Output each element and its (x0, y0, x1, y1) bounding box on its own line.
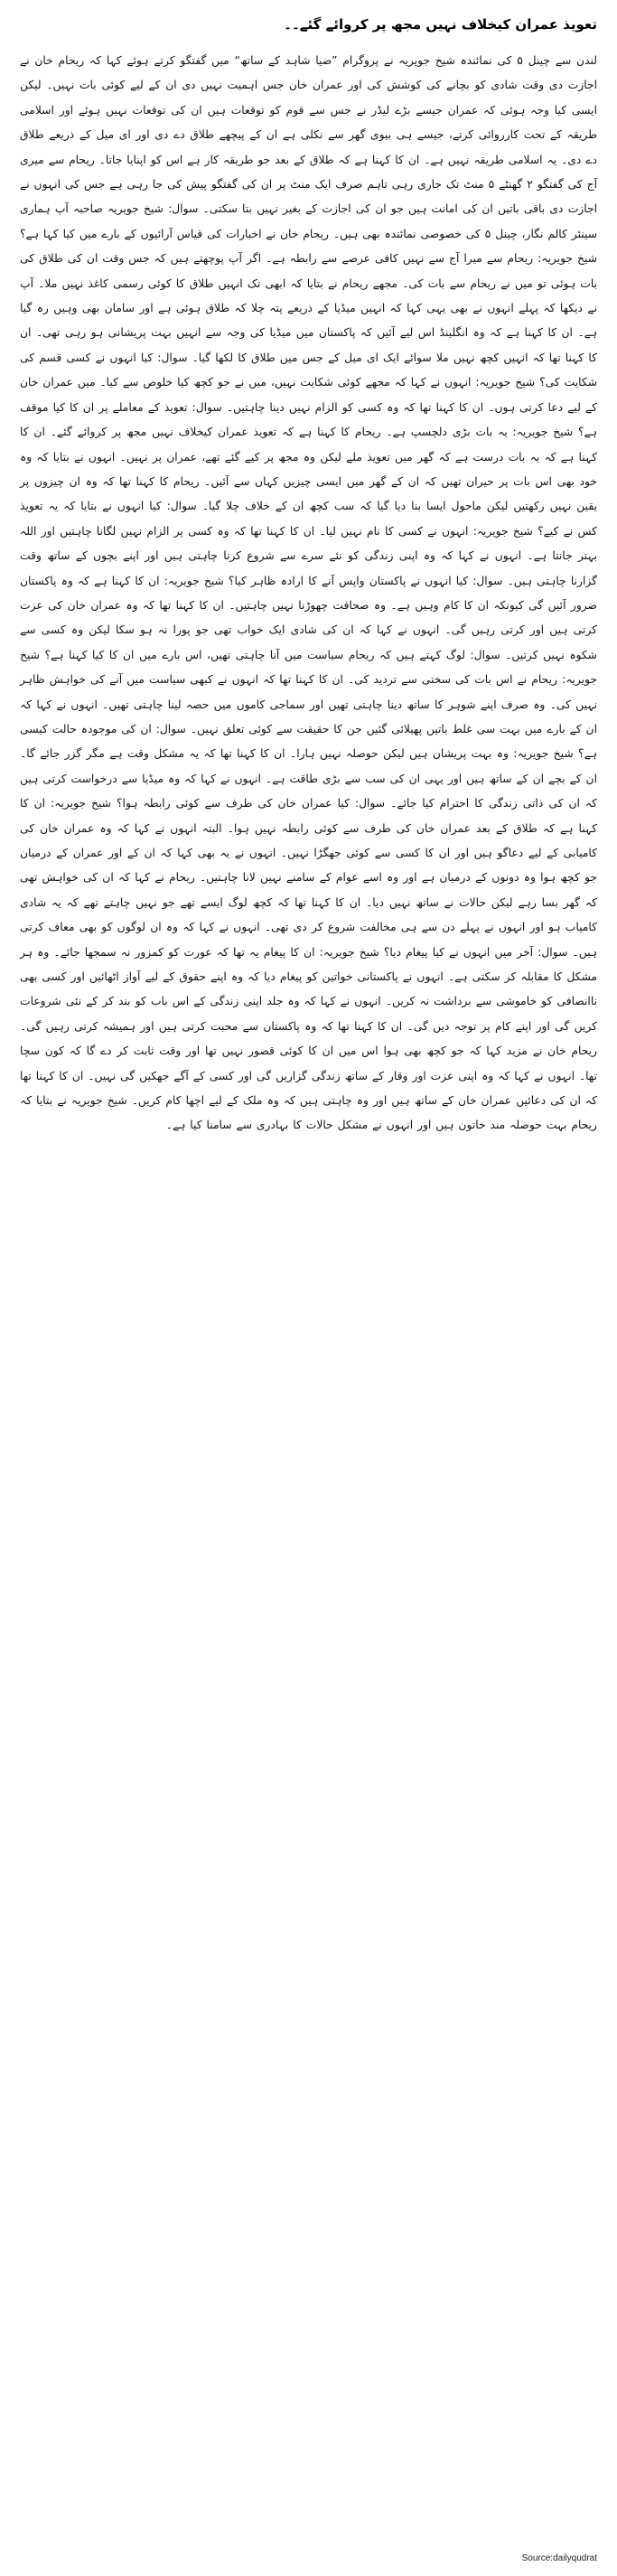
article-body: لندن سے چینل ۵ کی نمائندہ شیخ جویریہ نے پروگرام ”ضیا شاہد کے ساتھ“ میں گفتگو کرتے ہوئے کہا کہ ریحام خان نے اجازت دی وقت شادی کو بچانے کی کوشش کی اور عمران خان جس اہمیت نہیں دی ان کے لیے کوئی بات نہیں۔ لیکن ایسی کیا وجہ ہوئی کہ عمران جیسے بڑے لیڈر نے جس سے قوم کو توقعات ہیں ان کی توقعات نہیں ہوئے اور اسلامی طریقہ کے تحت کارروائی کرتے، جیسے ہی بیوی گھر سے نکلی ہے ان کے پیچھے طلاق دے دی اور ای میل کے ذریعے طلاق دے دی۔ یہ اسلامی طریقہ نہیں ہے۔ ان کا کہنا ہے کہ طلاق کے بعد جو طریقہ کار ہے اس کو اپنایا جاتا۔ ریحام سے میری آج کی گفتگو ۲ گھنٹے ۵ منٹ تک جاری رہی تاہم صرف ایک منٹ پر ان کی گفتگو پیش کی جا رہی ہے جس کی انہوں نے اجازت دی باقی باتیں ان کی امانت ہیں جو ان کی اجازت کے بغیر نہیں بتا سکتی۔ سوال: شیخ جویریہ صاحبہ آپ ہماری سینئر کالم نگار، چینل ۵ کی خصوصی نمائندہ بھی ہیں۔ ریحام خان نے اخبارات کی قیاس آرائیوں کے بارے میں کیا کہا ہے؟ شیخ جویریہ: ریحام سے میرا آج سے نہیں کافی عرصے سے رابطہ ہے۔ اگر آپ پوچھتے ہیں کہ جس وقت ان کی طلاق کی بات ہوئی تو میں نے ریحام سے بات کی۔ مجھے ریحام نے بتایا کہ ابھی تک انہیں طلاق کا کوئی رسمی کاغذ نہیں ملا۔ آپ نے دیکھا کہ پہلے انہوں نے بھی یہی کہا کہ انہیں میڈیا کے ذریعے پتہ چلا کہ طلاق ہوئی ہے اور سامان بھی وہیں رہ گیا ہے۔ ان کا کہنا ہے کہ وہ انگلینڈ اس لیے آئیں کہ پاکستان میں میڈیا کی وجہ سے انہیں بہت پریشانی ہو رہی تھی۔ ان کا کہنا تھا کہ انہیں کچھ نہیں ملا سوائے ایک ای میل کے جس میں طلاق کا لکھا گیا۔ سوال: کیا انہوں نے کسی قسم کی شکایت کی؟ شیخ جویریہ: انہوں نے کہا کہ مجھے کوئی شکایت نہیں، میں نے جو کچھ کیا خلوص سے کیا۔ میں عمران خان کے لیے دعا کرتی ہوں۔ ان کا کہنا تھا کہ وہ کسی کو الزام نہیں دینا چاہتیں۔ سوال: تعویذ کے معاملے پر ان کا کیا موقف ہے؟ شیخ جویریہ: یہ بات بڑی دلچسپ ہے۔ ریحام کا کہنا ہے کہ تعویذ عمران کیخلاف نہیں مجھ پر کروائے گئے۔ ان کا کہنا ہے کہ یہ بات درست ہے کہ گھر میں تعویذ ملے لیکن وہ مجھ پر کیے گئے تھے، عمران پر نہیں۔ انہوں نے بتایا کہ وہ خود بھی اس بات پر حیران تھیں کہ ان کے گھر میں ایسی چیزیں کہاں سے آئیں۔ ریحام کا کہنا تھا کہ وہ ان چیزوں پر یقین نہیں رکھتیں لیکن ماحول ایسا بنا دیا گیا کہ سب کچھ ان کے خلاف چلا گیا۔ سوال: کیا انہوں نے بتایا کہ یہ تعویذ کس نے کیے؟ شیخ جویریہ: انہوں نے کسی کا نام نہیں لیا۔ ان کا کہنا تھا کہ وہ کسی پر الزام نہیں لگانا چاہتیں اور اللہ بہتر جانتا ہے۔ انہوں نے کہا کہ وہ اپنی زندگی کو نئے سرے سے شروع کرنا چاہتی ہیں اور اپنے بچوں کے ساتھ وقت گزارنا چاہتی ہیں۔ سوال: کیا انہوں نے پاکستان واپس آنے کا ارادہ ظاہر کیا؟ شیخ جویریہ: ان کا کہنا ہے کہ وہ پاکستان ضرور آئیں گی کیونکہ ان کا کام وہیں ہے۔ وہ صحافت چھوڑنا نہیں چاہتیں۔ ان کا کہنا تھا کہ وہ عمران خان کی عزت کرتی ہیں اور کرتی رہیں گی۔ انہوں نے کہا کہ ان کی شادی ایک خواب تھی جو پورا نہ ہو سکا لیکن وہ کسی سے شکوہ نہیں کرتیں۔ سوال: لوگ کہتے ہیں کہ ریحام سیاست میں آنا چاہتی تھیں، اس بارے میں ان کا کیا کہنا ہے؟ شیخ جویریہ: ریحام نے اس بات کی سختی سے تردید کی۔ ان کا کہنا تھا کہ انہوں نے کبھی سیاست میں آنے کی خواہش ظاہر نہیں کی۔ وہ صرف اپنے شوہر کا ساتھ دینا چاہتی تھیں اور سماجی کاموں میں حصہ لینا چاہتی تھیں۔ انہوں نے کہا کہ ان کے بارے میں بہت سی غلط باتیں پھیلائی گئیں جن کا حقیقت سے کوئی تعلق نہیں۔ سوال: ان کی موجودہ حالت کیسی ہے؟ شیخ جویریہ: وہ بہت پریشان ہیں لیکن حوصلہ نہیں ہارا۔ ان کا کہنا تھا کہ یہ مشکل وقت ہے مگر گزر جائے گا۔ ان کے بچے ان کے ساتھ ہیں اور یہی ان کی سب سے بڑی طاقت ہے۔ انہوں نے کہا کہ وہ میڈیا سے درخواست کرتی ہیں کہ ان کی ذاتی زندگی کا احترام کیا جائے۔ سوال: کیا عمران خان کی طرف سے کوئی رابطہ ہوا؟ شیخ جویریہ: ان کا کہنا ہے کہ طلاق کے بعد عمران خان کی طرف سے کوئی رابطہ نہیں ہوا۔ البتہ انہوں نے کہا کہ وہ عمران خان کی کامیابی کے لیے دعاگو ہیں اور ان کا کسی سے کوئی جھگڑا نہیں۔ انہوں نے یہ بھی کہا کہ ان کے اور عمران کے درمیان جو کچھ ہوا وہ دونوں کے درمیان ہے اور وہ اسے عوام کے سامنے نہیں لانا چاہتیں۔ ریحام نے کہا کہ ان کی خواہش تھی کہ گھر بسا رہے لیکن حالات نے ساتھ نہیں دیا۔ ان کا کہنا تھا کہ کچھ لوگ ایسے تھے جو نہیں چاہتے تھے کہ یہ شادی کامیاب ہو اور انہوں نے پہلے دن سے ہی مخالفت شروع کر دی تھی۔ انہوں نے کہا کہ وہ ان لوگوں کو بھی معاف کرتی ہیں۔ سوال: آخر میں انہوں نے کیا پیغام دیا؟ شیخ جویریہ: ان کا پیغام یہ تھا کہ عورت کو کمزور نہ سمجھا جائے۔ وہ ہر مشکل کا مقابلہ کر سکتی ہے۔ انہوں نے پاکستانی خواتین کو پیغام دیا کہ وہ اپنے حقوق کے لیے آواز اٹھائیں اور کسی بھی ناانصافی کو خاموشی سے برداشت نہ کریں۔ انہوں نے کہا کہ وہ جلد اپنی زندگی کے اس باب کو بند کر کے نئی شروعات کریں گی اور اپنے کام پر توجہ دیں گی۔ ان کا کہنا تھا کہ وہ پاکستان سے محبت کرتی ہیں اور ہمیشہ کرتی رہیں گی۔ ریحام خان نے مزید کہا کہ جو کچھ بھی ہوا اس میں ان کا کوئی قصور نہیں تھا اور وقت ثابت کر دے گا کہ کون سچا تھا۔ انہوں نے کہا کہ وہ اپنی عزت اور وقار کے ساتھ زندگی گزاریں گی اور کسی کے آگے جھکیں گی نہیں۔ ان کا کہنا تھا کہ ان کی دعائیں عمران خان کے ساتھ ہیں اور وہ چاہتی ہیں کہ وہ ملک کے لیے اچھا کام کریں۔ شیخ جویریہ نے بتایا کہ ریحام بہت حوصلہ مند خاتون ہیں اور انہوں نے مشکل حالات کا بہادری سے سامنا کیا ہے۔ (20, 54, 598, 1132)
source-credit: Source:dailyqudrat (521, 2553, 597, 2563)
article-headline: تعویذ عمران کیخلاف نہیں مجھ پر کروائے گئے۔۔ (284, 16, 597, 33)
